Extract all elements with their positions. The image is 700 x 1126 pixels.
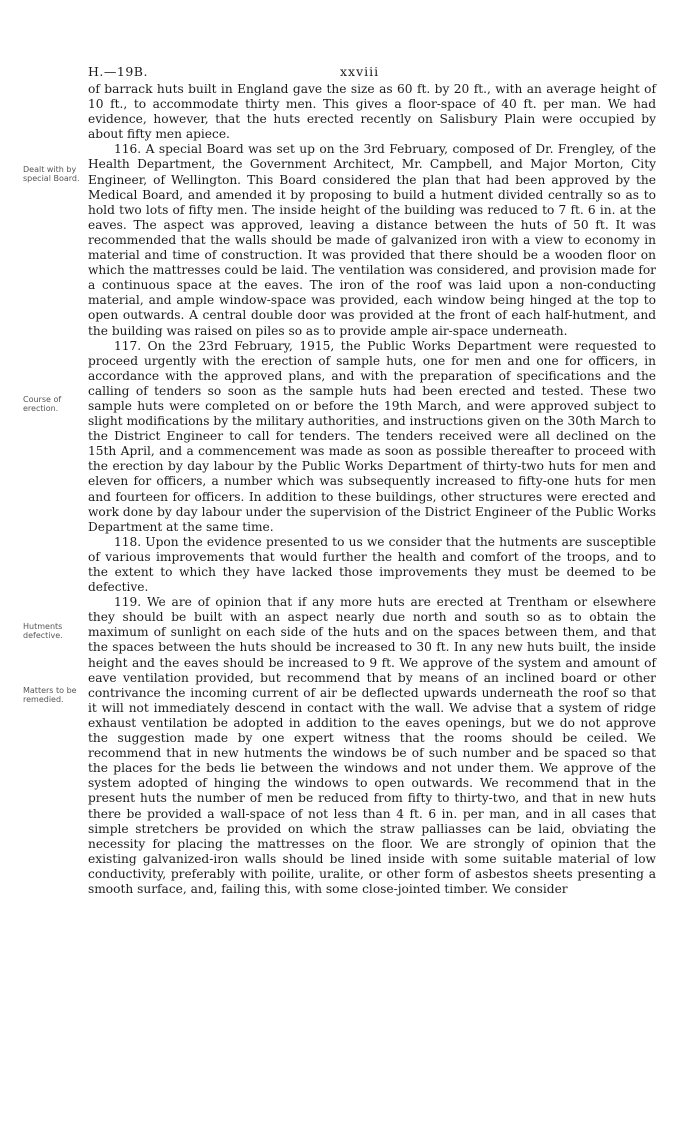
margin-note-hutments-defective: Hutments defective. — [23, 622, 63, 640]
margin-note-special-board: Dealt with by special Board. — [23, 165, 80, 183]
page-reference: H.—19B. — [88, 64, 148, 79]
paragraph-117: 117. On the 23rd February, 1915, the Public Works Department were requested to proceed urgently with the erection of sample huts, one for men and one for officers, in accordance with the approved plans, and with the preparation of specifications and the calling of tenders so soon as the sample huts had been erected and tested. These two sample huts were completed on or before the 19th March, and were approved subject to slight modifications by the military authorities, and instructions given on the 30th March to the District Engineer to call for tenders. The tenders received were all declined on the 15th April, and a commencement was made as soon as possible thereafter to proceed with the erection by day labour by the Public Works Department of thirty-two huts for men and eleven for officers, a number which was subsequently increased to fifty-one huts for men and fourteen for officers. In addition to these buildings, other structures were erected and work done by day labour under the supervision of the District Engineer of the Public Works Department at the same time. — [88, 338, 656, 534]
paragraph-119: 119. We are of opinion that if any more huts are erected at Trentham or elsewhere they should be built with an aspect nearly due north and south so as to obtain the maximum of sunlight on each side of the huts and on the spaces between them, and that the spaces between the huts should be increased to 30 ft. In any new huts built, the inside height and the eaves should be increased to 9 ft. We approve of the system and amount of eave ventilation provided, but recommend that by means of an inclined board or other contrivance the incoming current of air be deflected upwards underneath the roof so that it will not immediately descend in contact with the wall. We advise that a system of ridge exhaust ventilation be adopted in addition to the eaves openings, but we do not approve the suggestion made by one expert witness that the rooms should be ceiled. We recommend that in new hutments the windows be of such number and be spaced so that the places for the beds lie between the windows and not under them. We approve of the system adopted of hinging the windows to open outwards. We recommend that in the present huts the number of men be reduced from fifty to thirty-two, and that in new huts there be provided a wall-space of not less than 4 ft. 6 in. per man, and in all cases that simple stretchers be provided on which the straw palliasses can be laid, obviating the necessity for placing the mattresses on the floor. We are strongly of opinion that the existing galvanized-iron walls should be lined inside with some suitable material of low conductivity, preferably with poilite, uralite, or other form of asbestos sheets presenting a smooth surface, and, failing this, with some close-jointed timber. We consider — [88, 595, 656, 896]
paragraph-continuation: of barrack huts built in England gave the size as 60 ft. by 20 ft., with an average height of 10 ft., to accommodate thirty men. This gives a floor-space of 40 ft. per man. We had evidence, however, that the huts erected recently on Salisbury Plain were occupied by about fifty men apiece. — [88, 82, 656, 142]
margin-note-course-of-erection: Course of erection. — [23, 395, 62, 413]
page-number: xxviii — [340, 64, 380, 79]
body-text — [88, 82, 656, 897]
paragraph-116: 116. A special Board was set up on the 3rd February, composed of Dr. Frengley, of the Health Department, the Government Architect, Mr. Campbell, and Major Morton, City Engineer, of Wellington. This Board considered the plan that had been approved by the Medical Board, and amended it by proposing to build a hutment divided centrally so as to hold two lots of fifty men. The inside height of the building was reduced to 7 ft. 6 in. at the eaves. The aspect was approved, leaving a distance between the huts of 50 ft. It was recommended that the walls should be made of galvanized iron with a view to economy in material and time of construction. It was provided that there should be a wooden floor on which the mattresses could be laid. The ventilation was considered, and provision made for a continuous space at the eaves. The iron of the roof was laid upon a non-conducting material, and ample window-space was provided, each window being hinged at the top to open outwards. A central double door was provided at the front of each half-hutment, and the building was raised on piles so as to provide ample air-space underneath. — [88, 142, 656, 338]
paragraph-118: 118. Upon the evidence presented to us we consider that the hutments are susceptible of various improvements that would further the health and comfort of the troops, and to the extent to which they have lacked those improvements they must be deemed to be defective. — [88, 534, 656, 595]
margin-note-matters-remedied: Matters to be remedied. — [23, 686, 77, 704]
